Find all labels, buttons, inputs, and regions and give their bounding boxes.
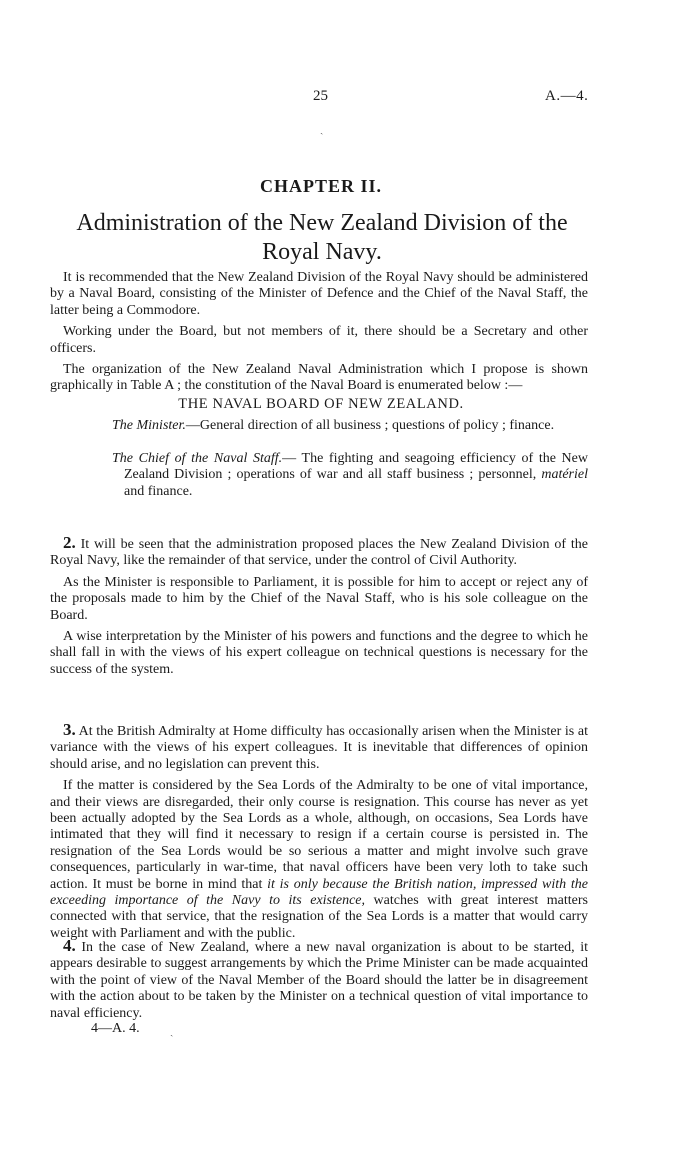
page-number: 25 [313, 88, 328, 104]
section-3 [50, 722, 588, 942]
section-4-number: 4. [63, 936, 76, 955]
intro-paragraph-3: The organization of the New Zealand Naval Administration which I propose is shown graphically in Table A ; the constitution of the Naval Board is enumerated below :— [50, 362, 588, 394]
title-line-1: Administration of the New Zealand Division of the [76, 210, 568, 236]
document-reference: A.—4. [545, 88, 589, 104]
section-2-paragraph-1 [50, 535, 588, 570]
section-3-paragraph-2 [50, 778, 588, 942]
document-title [60, 209, 584, 267]
board-heading: THE NAVAL BOARD OF NEW ZEALAND. [178, 396, 464, 412]
section-4-paragraph-1 [50, 938, 588, 1022]
section-2 [50, 535, 588, 678]
board-entry-minister [112, 418, 588, 434]
entry-text-chief: — The fighting and seagoing efficiency of the New Zealand Division ; operations of war and all staff business ; personnel, [124, 451, 588, 483]
entry-text-minister: —General direction of all business ; questions of policy ; finance. [185, 418, 555, 433]
section-3-italic: it is only because the British nation, impressed with the exceeding importance of the Navy to its existence, [50, 876, 588, 909]
section-3-text-2a: If the matter is considered by the Sea Lords of the Admiralty to be one of vital importance, and their views are disregarded, their only course is resignation. This course has never as yet been actually adopted by the Sea Lords as a whole, although, on occasions, Sea Lords have intimated that they will find it necessary to resign if a certain course is persisted in. The resignation of the Sea Lords would be so serious a matter and might involve such grave consequences, particularly in war-time, that naval officers have been very loth to take such action. It must be borne in mind that [50, 778, 588, 892]
section-2-paragraph-2: As the Minister is responsible to Parliament, it is possible for him to accept or reject any of the proposals made to him by the Chief of the Naval Staff, who is his sole colleague on the Board. [50, 574, 588, 623]
chapter-heading: CHAPTER II. [259, 176, 382, 196]
print-mark: ˎ [320, 124, 324, 135]
board-entry-chief [112, 451, 588, 500]
section-3-text-1: At the British Admiralty at Home difficulty has occasionally arisen when the Minister is at variance with the views of his expert colleagues. It is inevitable that differences of opinion should arise, and no legislation can prevent this. [50, 724, 588, 772]
entry-lead-minister: The Minister. [112, 418, 186, 433]
intro-paragraph-1: It is recommended that the New Zealand Division of the Royal Navy should be administered by a Naval Board, consisting of the Minister of Defence and the Chief of the Naval Staff, the latter being a Commodore. [50, 270, 588, 318]
intro-paragraph-2: Working under the Board, but not members of it, there should be a Secretary and other officers. [50, 324, 588, 356]
entry-lead-chief: The Chief of the Naval Staff. [112, 451, 283, 466]
section-4-text-1: In the case of New Zealand, where a new naval organization is about to be started, it appears desirable to suggest arrangements by which the Prime Minister can be made acquainted with the point of view of the Naval Member of the Board should the latter be in disagreement with the action about to be taken by the Minister on a technical question of vital importance to naval efficiency. [50, 940, 588, 1021]
entry-text-chief-end: and finance. [124, 483, 193, 499]
section-3-number: 3. [63, 720, 76, 739]
intro-section [50, 270, 588, 395]
section-2-paragraph-3: A wise interpretation by the Minister of his powers and functions and the degree to which he shall fall in with the views of his expert colleague on technical questions is necessary for the success of the system. [50, 629, 588, 677]
entry-italic-materiel: matériel [541, 467, 588, 483]
section-2-text-1: It will be seen that the administration proposed places the New Zealand Division of the Royal Navy, like the remainder of that service, under the control of Civil Authority. [50, 537, 588, 569]
title-line-2: Royal Navy. [262, 239, 382, 265]
section-2-number: 2. [63, 533, 76, 552]
section-3-paragraph-1 [50, 722, 588, 773]
section-3-text-2b: watches with great interest matters connected with that service, that the resignation of the Sea Lords is a matter that would carry weight with Parliament and with the public. [50, 893, 588, 941]
print-mark: ˎ [170, 1026, 174, 1037]
footer-reference: 4—A. 4. [91, 1021, 140, 1036]
section-4 [50, 938, 588, 1022]
